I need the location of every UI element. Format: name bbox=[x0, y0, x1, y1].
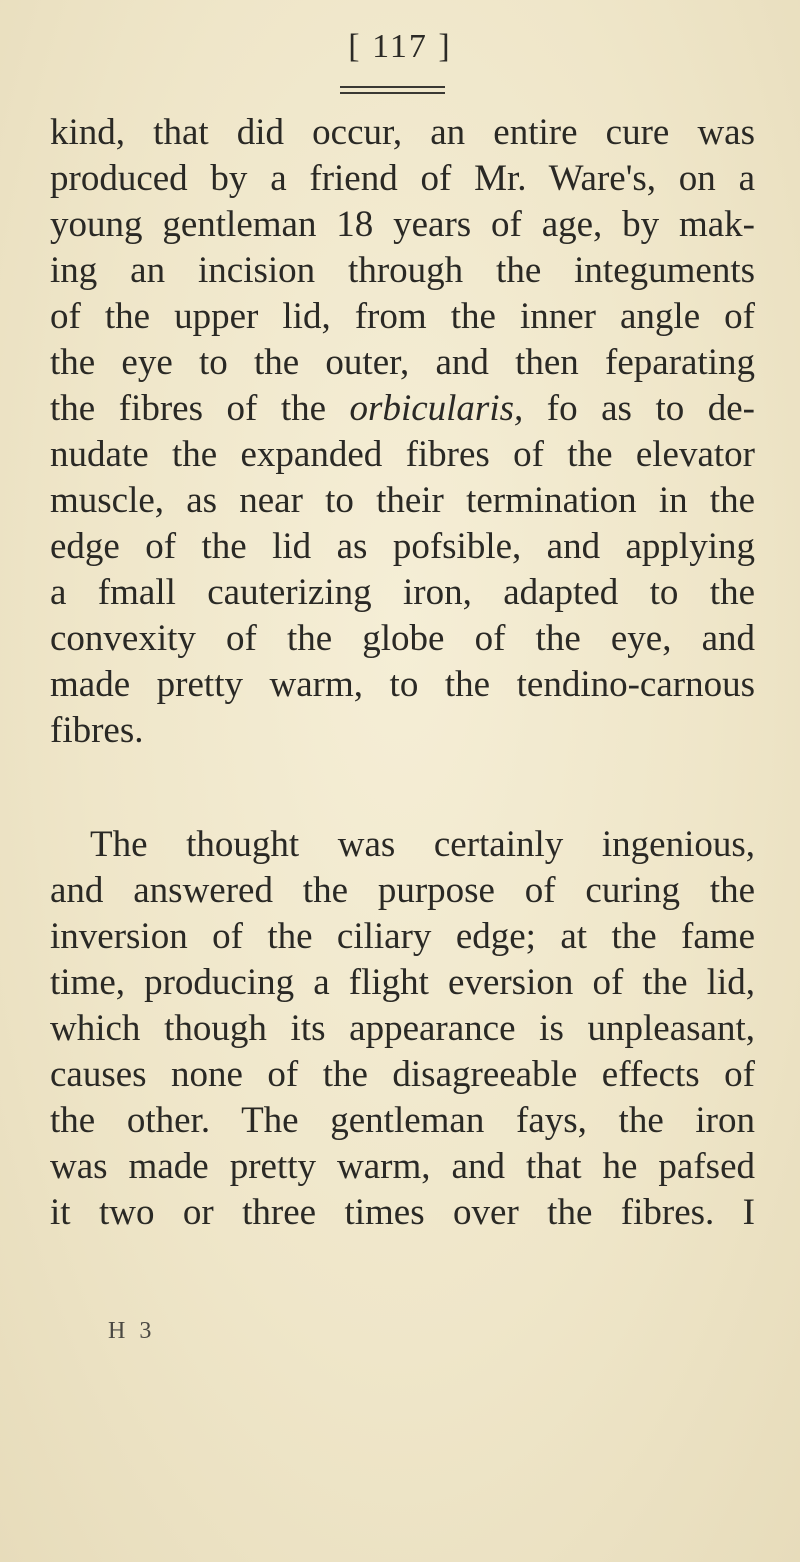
text-line: was made pretty warm, and that he pafsed bbox=[50, 1146, 755, 1187]
header-rule-top bbox=[340, 86, 445, 88]
text-line: young gentleman 18 years of age, by mak- bbox=[50, 204, 755, 245]
paragraph-2 bbox=[50, 822, 755, 1236]
text-line: it two or three times over the fibres. I bbox=[50, 1192, 755, 1233]
italic-term: orbicularis, bbox=[349, 388, 524, 429]
text-line: which though its appearance is unpleasant, bbox=[50, 1008, 755, 1049]
text-line-first: The thought was certainly ingenious, bbox=[90, 824, 755, 865]
text-line: muscle, as near to their termination in the bbox=[50, 480, 755, 521]
text-line: the eye to the outer, and then feparating bbox=[50, 342, 755, 383]
paragraph-1 bbox=[50, 110, 755, 754]
text-line: a fmall cauterizing iron, adapted to the bbox=[50, 572, 755, 613]
text-line: made pretty warm, to the tendino-carnous bbox=[50, 664, 755, 705]
header-rule-bottom bbox=[340, 92, 445, 94]
text-line: ing an incision through the integuments bbox=[50, 250, 755, 291]
text-line: inversion of the ciliary edge; at the fame bbox=[50, 916, 755, 957]
text-line: kind, that did occur, an entire cure was bbox=[50, 112, 755, 153]
text-line-last: fibres. bbox=[50, 710, 144, 751]
text-line: the other. The gentleman fays, the iron bbox=[50, 1100, 755, 1141]
signature-mark: H 3 bbox=[108, 1318, 156, 1344]
text-line: and answered the purpose of curing the bbox=[50, 870, 755, 911]
text-segment: the fibres of the bbox=[50, 388, 327, 429]
text-line: time, producing a flight eversion of the lid, bbox=[50, 962, 755, 1003]
text-line: edge of the lid as pofsible, and applying bbox=[50, 526, 755, 567]
text-line: of the upper lid, from the inner angle of bbox=[50, 296, 755, 337]
text-line: causes none of the disagreeable effects of bbox=[50, 1054, 755, 1095]
text-line-with-italic bbox=[50, 386, 755, 432]
page-number: [ 117 ] bbox=[348, 28, 452, 65]
text-line: convexity of the globe of the eye, and bbox=[50, 618, 755, 659]
text-segment: fo as to de- bbox=[546, 388, 755, 429]
text-line: nudate the expanded fibres of the elevator bbox=[50, 434, 755, 475]
text-line: produced by a friend of Mr. Ware's, on a bbox=[50, 158, 755, 199]
